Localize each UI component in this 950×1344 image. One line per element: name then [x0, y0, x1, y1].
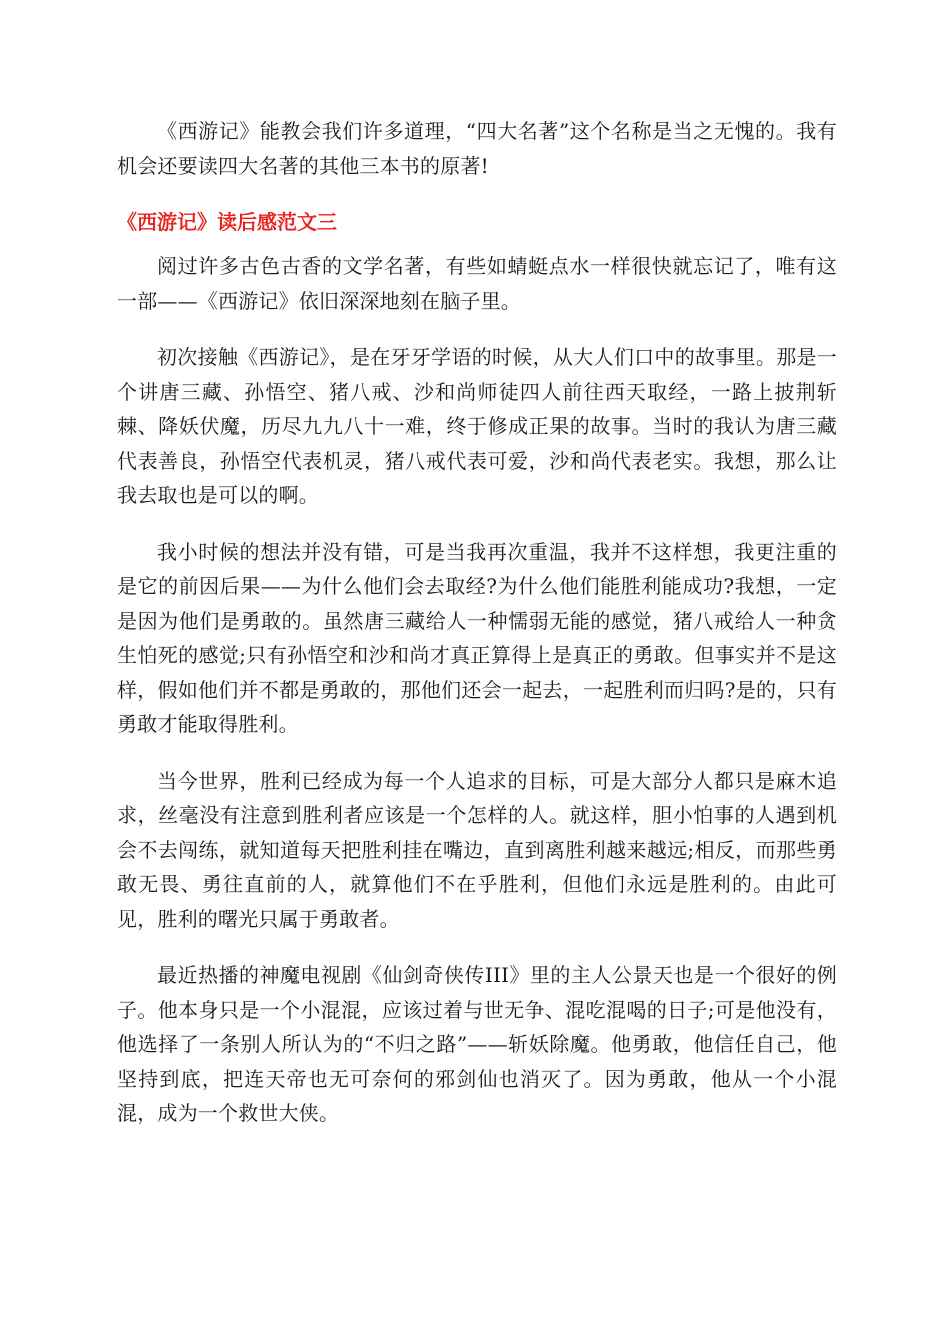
- paragraph-victory: 当今世界，胜利已经成为每一个人追求的目标，可是大部分人都只是麻木追求，丝毫没有注意到胜利者应该是一个怎样的人。就这样，胆小怕事的人遇到机会不去闯练，就知道每天把胜利挂在嘴边，直到离胜利越来越远;相反，而那些勇敢无畏、勇往直前的人，就算他们不在乎胜利，但他们永远是胜利的。由此可见，胜利的曙光只属于勇敢者。: [117, 768, 837, 931]
- document-content: [117, 114, 837, 1153]
- paragraph-first-contact: 初次接触《西游记》，是在牙牙学语的时候，从大人们口中的故事里。那是一个讲唐三藏、孙悟空、猪八戒、沙和尚师徒四人前往西天取经，一路上披荆斩棘、降妖伏魔，历尽九九八十一难，终于修成正果的故事。当时的我认为唐三藏代表善良，孙悟空代表机灵，猪八戒代表可爱，沙和尚代表老实。我想，那么让我去取也是可以的啊。: [117, 345, 837, 507]
- paragraph-intro: 阅过许多古色古香的文学名著，有些如蜻蜓点水一样很快就忘记了，唯有这一部——《西游记》依旧深深地刻在脑子里。: [117, 254, 837, 313]
- section-heading: 《西游记》读后感范文三: [117, 210, 337, 234]
- paragraph-conclusion: 《西游记》能教会我们许多道理，“四大名著”这个名称是当之无愧的。我有机会还要读四大名著的其他三本书的原著!: [117, 119, 837, 178]
- paragraph-example: 最近热播的神魔电视剧《仙剑奇侠传III》里的主人公景天也是一个很好的例子。他本身只是一个小混混，应该过着与世无争、混吃混喝的日子;可是他没有，他选择了一条别人所认为的“不归之路”——斩妖除魔。他勇敢，他信任自己，他坚持到底，把连天帝也无可奈何的邪剑仙也消灭了。因为勇敢，他从一个小混混，成为一个救世大侠。: [117, 963, 837, 1125]
- paragraph-bravery: 我小时候的想法并没有错，可是当我再次重温，我并不这样想，我更注重的是它的前因后果——为什么他们会去取经?为什么他们能胜利能成功?我想，一定是因为他们是勇敢的。虽然唐三藏给人一种懦弱无能的感觉，猪八戒给人一种贪生怕死的感觉;只有孙悟空和沙和尚才真正算得上是真正的勇敢。但事实并不是这样，假如他们并不都是勇敢的，那他们还会一起去，一起胜利而归吗?是的，只有勇敢才能取得胜利。: [117, 539, 837, 736]
